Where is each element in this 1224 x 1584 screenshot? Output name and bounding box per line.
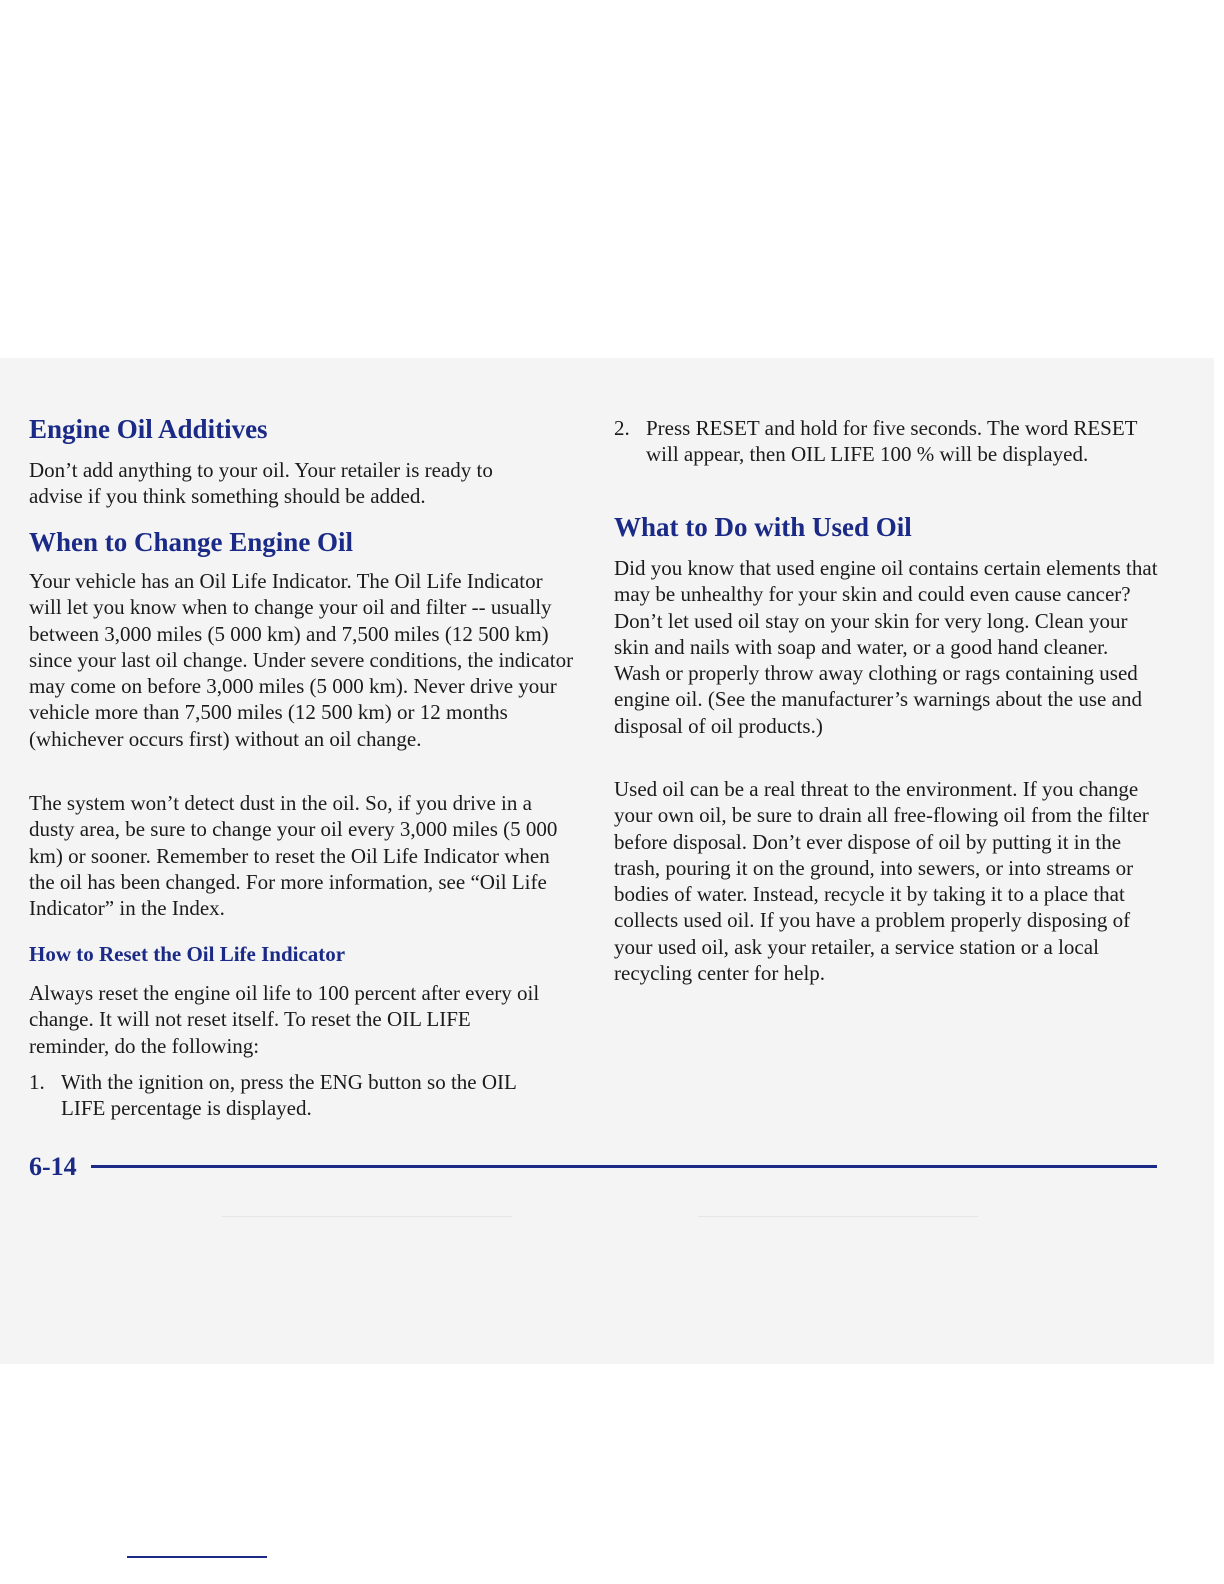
faint-divider-right xyxy=(698,1216,978,1217)
paragraph-used-oil-health: Did you know that used engine oil contains certain elements that may be unhealthy for your skin and could even cause cancer? Don’t let used oil stay on your skin for very long. Clean your skin and nails with soap and water, or a good hand cleaner. Wash or properly throw away clothing or rags containing used engine oil. (See the manufacturer’s warnings about the use and disposal of oil products.) xyxy=(614,556,1158,738)
list-item-step-1 xyxy=(29,1069,549,1122)
list-item-step-2 xyxy=(614,415,1144,468)
step-2-text: Press RESET and hold for five seconds. The word RESET will appear, then OIL LIFE 100 % will be displayed. xyxy=(646,416,1138,467)
footer-rule-divider xyxy=(91,1165,1157,1168)
paragraph-used-oil-environment: Used oil can be a real threat to the environment. If you change your own oil, be sure to drain all free-flowing oil from the filter before disposal. Don’t ever dispose of oil by putting it in the trash, pouring it on the ground, into sewers, or into streams or bodies of water. Instead, recycle it by taking it to a place that collects used oil. If you have a problem properly disposing of your used oil, ask your retailer, a service station or a local recycling center for help. xyxy=(614,777,1149,986)
faint-divider-left xyxy=(222,1216,512,1217)
page-number: 6-14 xyxy=(29,1152,77,1181)
heading-when-to-change-engine-oil: When to Change Engine Oil xyxy=(29,527,354,557)
heading-used-oil: What to Do with Used Oil xyxy=(614,512,912,542)
subheading-reset-oil-life: How to Reset the Oil Life Indicator xyxy=(29,942,346,966)
paragraph-dusty-area: The system won’t detect dust in the oil. So, if you drive in a dusty area, be sure to change your oil every 3,000 miles (5 000 km) or sooner. Remember to reset the Oil Life Indicator when the oil has been changed. For more information, see “Oil Life Indicator” in the Index. xyxy=(29,791,558,921)
paragraph-oil-life-indicator: Your vehicle has an Oil Life Indicator. The Oil Life Indicator will let you know when to change your oil and filter -- usually between 3,000 miles (5 000 km) and 7,500 miles (12 500 km) since your last oil change. Under severe conditions, the indicator may come on before 3,000 miles (5 000 km). Never drive your vehicle more than 7,500 miles (12 500 km) or 12 months (whichever occurs first) without an oil change. xyxy=(29,569,574,751)
paragraph-additives: Don’t add anything to your oil. Your retailer is ready to advise if you think something should be added. xyxy=(29,458,493,509)
step-1-text: With the ignition on, press the ENG button so the OIL LIFE percentage is displayed. xyxy=(61,1070,517,1121)
paragraph-reset-instructions: Always reset the engine oil life to 100 percent after every oil change. It will not reset itself. To reset the OIL LIFE reminder, do the following: xyxy=(29,981,540,1058)
step-1-number: 1. xyxy=(29,1070,45,1094)
heading-engine-oil-additives: Engine Oil Additives xyxy=(29,414,268,444)
manual-page xyxy=(0,358,1214,1364)
step-2-number: 2. xyxy=(614,416,630,440)
page-footer xyxy=(29,1151,1157,1183)
bottom-rule-divider xyxy=(127,1556,267,1558)
